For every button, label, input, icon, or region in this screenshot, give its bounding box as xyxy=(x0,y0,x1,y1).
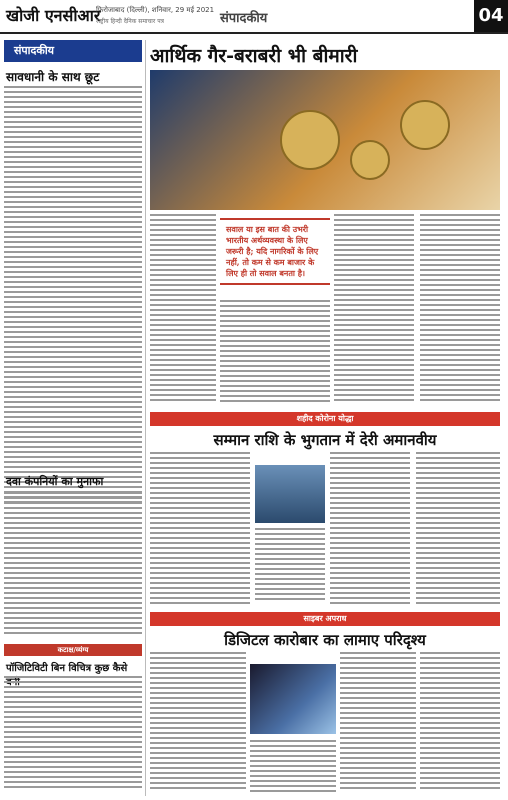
editorial-tag-label: संपादकीय xyxy=(14,44,55,57)
coin-graphic xyxy=(400,100,450,150)
corona-warrior-headline: सम्मान राशि के भुगतान में देरी अमानवीय xyxy=(213,431,437,449)
section-title: संपादकीय xyxy=(220,11,268,26)
hero-image xyxy=(150,70,500,210)
corona-warrior-band: शहीद कोरोना योद्धा xyxy=(150,412,500,426)
main-article-col-2 xyxy=(334,214,414,408)
left-column xyxy=(4,40,142,796)
dateline: फ़िरोजाबाद (दिल्ली), शनिवार, 29 मई 2021 xyxy=(96,6,215,14)
editorial-tag xyxy=(4,40,142,62)
page-number: 04 xyxy=(474,0,508,32)
pharma-profit-headline: दवा कंपनियों का मुनाफा xyxy=(6,475,104,488)
cyber-article-col-2 xyxy=(250,740,336,796)
corona-article-col-4 xyxy=(416,452,500,608)
newspaper-brand: खोजी एनसीआर xyxy=(6,6,101,25)
coin-graphic xyxy=(280,110,340,170)
main-article-col-3 xyxy=(420,214,500,408)
tagline: राष्ट्रीय हिन्दी दैनिक समाचार पत्र xyxy=(96,18,164,25)
main-article-col-quote-below xyxy=(220,300,330,408)
editorial-headline: सावधानी के साथ छूट xyxy=(6,70,100,84)
masthead xyxy=(0,0,508,34)
editorial-body xyxy=(4,86,142,506)
pull-quote: सवाल या इस बात की उभरी भारतीय अर्थव्यवस्था के लिए जरूरी है; यदि नागरिकों के लिए नहीं, तो कम से कम बाजार के लिए ही तो सवाल बनता है। xyxy=(220,218,330,285)
satire-caption: कटाक्ष/व्यंग्य xyxy=(4,644,142,656)
corona-article-col-1 xyxy=(150,452,250,608)
cyber-article-col-1 xyxy=(150,652,246,796)
corona-article-col-3 xyxy=(330,452,410,608)
corona-article-col-2 xyxy=(255,528,325,608)
pharma-body xyxy=(4,492,142,638)
main-article-col-1 xyxy=(150,214,216,408)
satire-body xyxy=(4,676,142,794)
satire-headline: पॉजिटिविटी बिन विचित्र कुछ कैसे xyxy=(6,663,128,674)
cyber-article-photo xyxy=(250,664,336,734)
corona-article-photo xyxy=(255,465,325,523)
cyber-article-col-4 xyxy=(420,652,500,796)
column-divider xyxy=(145,40,146,796)
cyber-article-col-3 xyxy=(340,652,416,796)
coin-graphic xyxy=(350,140,390,180)
cyber-crime-band: साइबर अपराध xyxy=(150,612,500,626)
main-headline: आर्थिक गैर-बराबरी भी बीमारी xyxy=(150,45,358,67)
cyber-crime-headline: डिजिटल कारोबार का लामाए परिदृश्य xyxy=(224,631,426,649)
